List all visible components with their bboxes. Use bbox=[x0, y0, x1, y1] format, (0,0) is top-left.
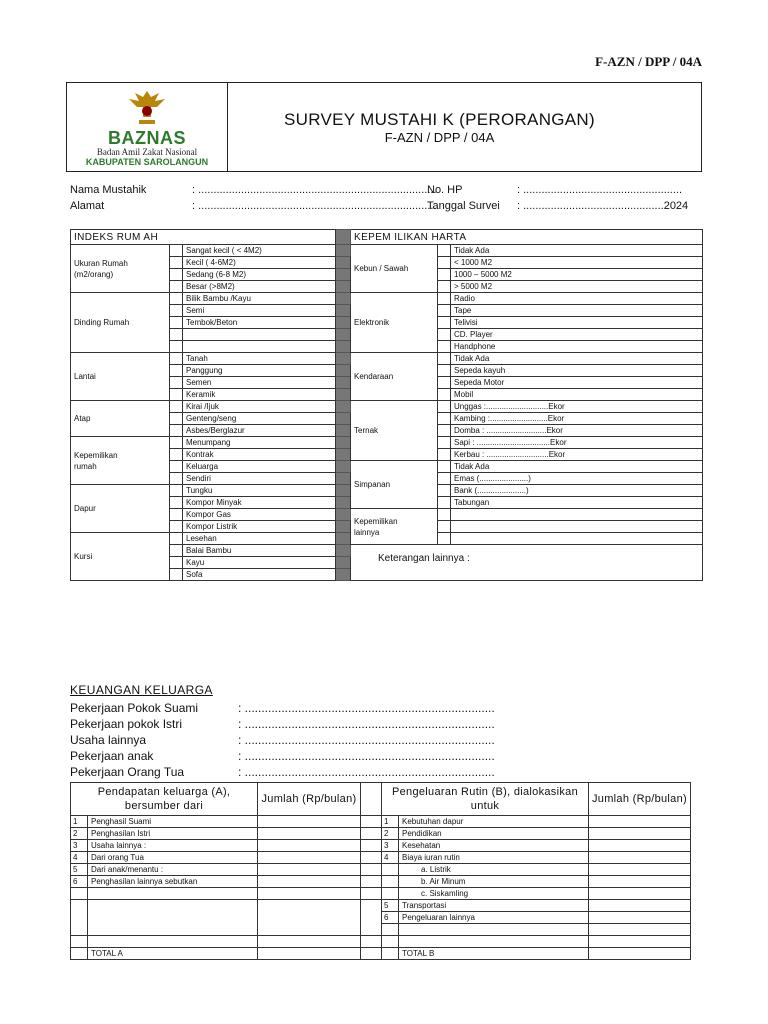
income-number bbox=[71, 936, 88, 948]
left-section-header: INDEKS RUM AH bbox=[71, 230, 336, 245]
right-checkbox[interactable] bbox=[438, 281, 451, 293]
left-checkbox[interactable] bbox=[170, 353, 183, 365]
nama-label: Nama Mustahik bbox=[70, 184, 147, 196]
income-amount-field[interactable] bbox=[258, 852, 361, 864]
left-option: Keramik bbox=[183, 389, 336, 401]
income-number: 5 bbox=[71, 864, 88, 876]
total-b-label: TOTAL B bbox=[399, 948, 589, 960]
separator-bar bbox=[336, 521, 351, 533]
table-row bbox=[71, 864, 691, 876]
right-checkbox[interactable] bbox=[438, 485, 451, 497]
finance-field[interactable]: : ........................................................................... bbox=[238, 701, 495, 715]
left-option: Lesehan bbox=[183, 533, 336, 545]
left-checkbox[interactable] bbox=[170, 401, 183, 413]
left-checkbox[interactable] bbox=[170, 533, 183, 545]
left-option: Sedang (6-8 M2) bbox=[183, 269, 336, 281]
left-checkbox[interactable] bbox=[170, 545, 183, 557]
left-option: Semi bbox=[183, 305, 336, 317]
left-checkbox[interactable] bbox=[170, 305, 183, 317]
right-category-label: Kendaraan bbox=[351, 353, 438, 401]
separator-bar bbox=[336, 533, 351, 545]
left-checkbox[interactable] bbox=[170, 437, 183, 449]
finance-title: KEUANGAN KELUARGA bbox=[70, 683, 213, 697]
left-checkbox[interactable] bbox=[170, 473, 183, 485]
separator-bar bbox=[336, 245, 351, 257]
finance-field[interactable]: : ........................................................................... bbox=[238, 733, 495, 747]
right-checkbox[interactable] bbox=[438, 353, 451, 365]
left-checkbox[interactable] bbox=[170, 317, 183, 329]
left-option: Keluarga bbox=[183, 461, 336, 473]
separator-bar bbox=[336, 269, 351, 281]
alamat-field[interactable]: : .............................................................................. bbox=[192, 200, 437, 212]
left-checkbox[interactable] bbox=[170, 281, 183, 293]
left-option: Tembok/Beton bbox=[183, 317, 336, 329]
expense-number: 5 bbox=[382, 900, 399, 912]
left-category-label: Dinding Rumah bbox=[71, 293, 170, 353]
right-checkbox[interactable] bbox=[438, 401, 451, 413]
left-option: Semen bbox=[183, 377, 336, 389]
right-checkbox[interactable] bbox=[438, 509, 451, 521]
separator-bar bbox=[336, 365, 351, 377]
right-category-label: Kebun / Sawah bbox=[351, 245, 438, 293]
expense-amount-field[interactable] bbox=[589, 924, 691, 936]
separator-bar bbox=[336, 317, 351, 329]
expense-item bbox=[399, 924, 589, 936]
expense-number bbox=[382, 876, 399, 888]
income-source: Dari anak/menantu : bbox=[88, 864, 258, 876]
expense-item: Pendidikan bbox=[399, 828, 589, 840]
expense-amount-field[interactable] bbox=[589, 900, 691, 912]
row-spacer bbox=[361, 900, 382, 936]
income-source: Dari orang Tua bbox=[88, 852, 258, 864]
left-checkbox[interactable] bbox=[170, 509, 183, 521]
row-spacer bbox=[361, 828, 382, 840]
table-row bbox=[71, 840, 691, 852]
total-b-field[interactable] bbox=[589, 948, 691, 960]
left-checkbox[interactable] bbox=[170, 365, 183, 377]
right-option: 1000 – 5000 M2 bbox=[451, 269, 703, 281]
row-spacer bbox=[361, 876, 382, 888]
grid-row bbox=[71, 353, 703, 365]
left-checkbox[interactable] bbox=[170, 341, 183, 353]
income-amount-field[interactable] bbox=[258, 936, 361, 948]
separator-bar bbox=[336, 341, 351, 353]
right-option: Sepeda Motor bbox=[451, 377, 703, 389]
expense-number bbox=[382, 936, 399, 948]
table-row bbox=[71, 936, 691, 948]
title-main: SURVEY MUSTAHI K (PERORANGAN) bbox=[284, 109, 595, 129]
left-option: Kayu bbox=[183, 557, 336, 569]
right-section-header: KEPEM ILIKAN HARTA bbox=[351, 230, 703, 245]
row-spacer bbox=[361, 840, 382, 852]
income-number: 4 bbox=[71, 852, 88, 864]
income-source bbox=[88, 900, 258, 936]
left-category-label: Kepemilikan rumah bbox=[71, 437, 170, 485]
left-checkbox[interactable] bbox=[170, 557, 183, 569]
expense-number: 2 bbox=[382, 828, 399, 840]
right-option: Tidak Ada bbox=[451, 461, 703, 473]
separator-bar bbox=[336, 401, 351, 413]
total-row bbox=[71, 948, 691, 960]
income-source bbox=[88, 936, 258, 948]
separator-bar bbox=[336, 293, 351, 305]
expense-number: 3 bbox=[382, 840, 399, 852]
left-option bbox=[183, 341, 336, 353]
left-option: Asbes/Berglazur bbox=[183, 425, 336, 437]
left-checkbox[interactable] bbox=[170, 389, 183, 401]
expense-item: c. Siskamling bbox=[399, 888, 589, 900]
finance-field[interactable]: : ........................................................................... bbox=[238, 749, 495, 763]
left-option: Kompor Gas bbox=[183, 509, 336, 521]
expense-header: Pengeluaran Rutin (B), dialokasikan untuk bbox=[382, 783, 589, 816]
left-option: Balai Bambu bbox=[183, 545, 336, 557]
logo-region: KABUPATEN SAROLANGUN bbox=[85, 157, 209, 167]
right-option: Mobil bbox=[451, 389, 703, 401]
income-number: 3 bbox=[71, 840, 88, 852]
right-option: Sapi : .................................Ekor bbox=[451, 437, 703, 449]
separator-bar bbox=[336, 485, 351, 497]
right-option bbox=[451, 509, 703, 521]
expense-amount-field[interactable] bbox=[589, 864, 691, 876]
tanggal-label: Tanggal Survei bbox=[427, 200, 500, 212]
left-category-label: Ukuran Rumah (m2/orang) bbox=[71, 245, 170, 293]
total-spacer bbox=[361, 948, 382, 960]
separator-bar bbox=[336, 545, 351, 557]
left-checkbox[interactable] bbox=[170, 269, 183, 281]
separator-bar bbox=[336, 497, 351, 509]
expense-item: Kebutuhan dapur bbox=[399, 816, 589, 828]
left-option: Sangat kecil ( < 4M2) bbox=[183, 245, 336, 257]
left-category-label: Lantai bbox=[71, 353, 170, 401]
right-checkbox[interactable] bbox=[438, 305, 451, 317]
expense-item bbox=[399, 936, 589, 948]
expense-amount-field[interactable] bbox=[589, 912, 691, 924]
logo-title: BAZNAS bbox=[108, 128, 186, 148]
garuda-emblem-icon bbox=[125, 87, 169, 129]
separator-bar bbox=[336, 557, 351, 569]
left-checkbox[interactable] bbox=[170, 425, 183, 437]
left-option: Kirai /Ijuk bbox=[183, 401, 336, 413]
left-category-label: Atap bbox=[71, 401, 170, 437]
right-category-label: Ternak bbox=[351, 401, 438, 461]
separator-bar bbox=[336, 437, 351, 449]
left-checkbox[interactable] bbox=[170, 461, 183, 473]
total-a-label: TOTAL A bbox=[88, 948, 258, 960]
left-checkbox[interactable] bbox=[170, 329, 183, 341]
right-option: > 5000 M2 bbox=[451, 281, 703, 293]
total-a-spacer bbox=[71, 948, 88, 960]
table-row bbox=[71, 852, 691, 864]
left-option: Bilik Bambu /Kayu bbox=[183, 293, 336, 305]
income-header: Pendapatan keluarga (A), bersumber dari bbox=[71, 783, 258, 816]
finance-label: Pekerjaan Orang Tua bbox=[70, 765, 185, 779]
right-checkbox[interactable] bbox=[438, 257, 451, 269]
grid-header-row bbox=[71, 230, 703, 245]
separator-bar bbox=[336, 449, 351, 461]
right-option: Telivisi bbox=[451, 317, 703, 329]
right-option bbox=[451, 521, 703, 533]
income-amount-field[interactable] bbox=[258, 888, 361, 900]
right-checkbox[interactable] bbox=[438, 533, 451, 545]
left-option: Genteng/seng bbox=[183, 413, 336, 425]
separator-bar bbox=[336, 377, 351, 389]
hp-field[interactable]: : .................................................... bbox=[517, 184, 683, 196]
left-checkbox[interactable] bbox=[170, 257, 183, 269]
income-amount-field[interactable] bbox=[258, 900, 361, 936]
right-checkbox[interactable] bbox=[438, 473, 451, 485]
table-row bbox=[71, 888, 691, 900]
separator-bar bbox=[336, 461, 351, 473]
separator-bar bbox=[336, 305, 351, 317]
amount-b-header: Jumlah (Rp/bulan) bbox=[589, 783, 691, 816]
left-checkbox[interactable] bbox=[170, 485, 183, 497]
income-number bbox=[71, 900, 88, 936]
separator-bar bbox=[336, 425, 351, 437]
left-checkbox[interactable] bbox=[170, 497, 183, 509]
left-checkbox[interactable] bbox=[170, 413, 183, 425]
keterangan-label: Keterangan lainnya : bbox=[378, 553, 470, 564]
expense-amount-field[interactable] bbox=[589, 840, 691, 852]
income-source: Penghasilan Istri bbox=[88, 828, 258, 840]
right-checkbox[interactable] bbox=[438, 497, 451, 509]
right-option bbox=[451, 533, 703, 545]
income-source: Penghasil Suami bbox=[88, 816, 258, 828]
income-number: 2 bbox=[71, 828, 88, 840]
table-row bbox=[71, 828, 691, 840]
income-source: Usaha lainnya : bbox=[88, 840, 258, 852]
expense-number: 1 bbox=[382, 816, 399, 828]
assessment-grid bbox=[70, 229, 703, 581]
amount-a-header: Jumlah (Rp/bulan) bbox=[258, 783, 361, 816]
left-checkbox[interactable] bbox=[170, 293, 183, 305]
left-option: Besar (>8M2) bbox=[183, 281, 336, 293]
expense-amount-field[interactable] bbox=[589, 828, 691, 840]
table-header-row bbox=[71, 783, 691, 816]
finance-label: Pekerjaan pokok Istri bbox=[70, 717, 183, 731]
table-row bbox=[71, 900, 691, 912]
left-checkbox[interactable] bbox=[170, 521, 183, 533]
nama-field[interactable]: : .............................................................................. bbox=[192, 184, 437, 196]
right-checkbox[interactable] bbox=[438, 413, 451, 425]
right-option: Radio bbox=[451, 293, 703, 305]
finance-field[interactable]: : ........................................................................... bbox=[238, 717, 495, 731]
left-option: Kompor Listrik bbox=[183, 521, 336, 533]
left-checkbox[interactable] bbox=[170, 245, 183, 257]
left-checkbox[interactable] bbox=[170, 377, 183, 389]
title-code: F-AZN / DPP / 04A bbox=[384, 129, 495, 145]
income-amount-field[interactable] bbox=[258, 864, 361, 876]
logo-subtitle: Badan Amil Zakat Nasional bbox=[96, 147, 198, 157]
left-checkbox[interactable] bbox=[170, 449, 183, 461]
right-option: Unggas :............................Ekor bbox=[451, 401, 703, 413]
expense-number bbox=[382, 888, 399, 900]
expense-amount-field[interactable] bbox=[589, 816, 691, 828]
right-option: Tidak Ada bbox=[451, 245, 703, 257]
row-spacer bbox=[361, 816, 382, 828]
right-checkbox[interactable] bbox=[438, 437, 451, 449]
expense-item: b. Air Minum bbox=[399, 876, 589, 888]
income-amount-field[interactable] bbox=[258, 816, 361, 828]
left-option: Sofa bbox=[183, 569, 336, 581]
right-option: Emas (......................) bbox=[451, 473, 703, 485]
right-checkbox[interactable] bbox=[438, 329, 451, 341]
separator-bar bbox=[336, 473, 351, 485]
right-checkbox[interactable] bbox=[438, 461, 451, 473]
header-box bbox=[66, 82, 702, 172]
right-checkbox[interactable] bbox=[438, 389, 451, 401]
expense-item: Pengeluaran lainnya bbox=[399, 912, 589, 924]
grid-row bbox=[71, 293, 703, 305]
right-category-label: Simpanan bbox=[351, 461, 438, 509]
separator-bar bbox=[336, 281, 351, 293]
tanggal-field[interactable]: : ..............................................2024 bbox=[517, 200, 689, 212]
right-option: Tape bbox=[451, 305, 703, 317]
alamat-label: Alamat bbox=[70, 200, 105, 212]
total-b-spacer bbox=[382, 948, 399, 960]
separator-bar bbox=[336, 353, 351, 365]
right-option: Bank (......................) bbox=[451, 485, 703, 497]
right-checkbox[interactable] bbox=[438, 377, 451, 389]
expense-number: 6 bbox=[382, 912, 399, 924]
expense-item: Kesehatan bbox=[399, 840, 589, 852]
right-checkbox[interactable] bbox=[438, 365, 451, 377]
left-option: Kompor Minyak bbox=[183, 497, 336, 509]
separator-bar bbox=[336, 569, 351, 581]
expense-number: 4 bbox=[382, 852, 399, 864]
left-checkbox[interactable] bbox=[170, 569, 183, 581]
right-option: Handphone bbox=[451, 341, 703, 353]
left-option: Kecil ( 4-6M2) bbox=[183, 257, 336, 269]
left-category-label: Dapur bbox=[71, 485, 170, 533]
row-spacer bbox=[361, 864, 382, 876]
right-option: Tabungan bbox=[451, 497, 703, 509]
right-checkbox[interactable] bbox=[438, 293, 451, 305]
income-number bbox=[71, 888, 88, 900]
section-separator bbox=[336, 230, 351, 245]
right-checkbox[interactable] bbox=[438, 341, 451, 353]
separator-bar bbox=[336, 329, 351, 341]
expense-amount-field[interactable] bbox=[589, 876, 691, 888]
separator-bar bbox=[336, 509, 351, 521]
right-category-label: Kepemilikan lainnya bbox=[351, 509, 438, 545]
expense-number bbox=[382, 864, 399, 876]
right-checkbox[interactable] bbox=[438, 317, 451, 329]
income-number: 1 bbox=[71, 816, 88, 828]
income-amount-field[interactable] bbox=[258, 876, 361, 888]
finance-label: Pekerjaan anak bbox=[70, 749, 154, 763]
form-code-top: F-AZN / DPP / 04A bbox=[595, 54, 702, 69]
income-expense-table bbox=[70, 782, 691, 960]
right-checkbox[interactable] bbox=[438, 245, 451, 257]
expense-amount-field[interactable] bbox=[589, 852, 691, 864]
left-option: Panggung bbox=[183, 365, 336, 377]
keterangan-cell[interactable] bbox=[351, 545, 703, 581]
right-option: Kerbau : ............................Ekor bbox=[451, 449, 703, 461]
right-option: Sepeda kayuh bbox=[451, 365, 703, 377]
left-category-label: Kursi bbox=[71, 533, 170, 581]
form-title bbox=[228, 83, 701, 171]
expense-item: a. Listrik bbox=[399, 864, 589, 876]
row-spacer bbox=[361, 852, 382, 864]
separator-bar bbox=[336, 257, 351, 269]
table-row bbox=[71, 816, 691, 828]
grid-row bbox=[71, 401, 703, 413]
right-checkbox[interactable] bbox=[438, 449, 451, 461]
right-checkbox[interactable] bbox=[438, 425, 451, 437]
right-option: Kambing :..........................Ekor bbox=[451, 413, 703, 425]
right-option: < 1000 M2 bbox=[451, 257, 703, 269]
row-spacer bbox=[361, 888, 382, 900]
income-amount-field[interactable] bbox=[258, 840, 361, 852]
right-category-label: Elektronik bbox=[351, 293, 438, 353]
left-option: Menumpang bbox=[183, 437, 336, 449]
left-option: Tungku bbox=[183, 485, 336, 497]
left-option: Sendiri bbox=[183, 473, 336, 485]
expense-item: Transportasi bbox=[399, 900, 589, 912]
right-checkbox[interactable] bbox=[438, 521, 451, 533]
left-option: Kontrak bbox=[183, 449, 336, 461]
income-source bbox=[88, 888, 258, 900]
income-amount-field[interactable] bbox=[258, 828, 361, 840]
table-row bbox=[71, 876, 691, 888]
left-option bbox=[183, 329, 336, 341]
row-spacer bbox=[361, 936, 382, 948]
income-source: Penghasilan lainnya sebutkan bbox=[88, 876, 258, 888]
separator-bar bbox=[336, 389, 351, 401]
separator-bar bbox=[336, 413, 351, 425]
finance-section bbox=[70, 683, 570, 779]
identity-section bbox=[70, 183, 710, 215]
hp-label: No. HP bbox=[427, 184, 463, 196]
right-option: Domba : ...........................Ekor bbox=[451, 425, 703, 437]
right-checkbox[interactable] bbox=[438, 269, 451, 281]
logo bbox=[67, 83, 228, 171]
finance-label: Pekerjaan Pokok Suami bbox=[70, 701, 199, 715]
right-option: Tidak Ada bbox=[451, 353, 703, 365]
grid-row bbox=[71, 245, 703, 257]
income-number: 6 bbox=[71, 876, 88, 888]
expense-amount-field[interactable] bbox=[589, 888, 691, 900]
total-a-field[interactable] bbox=[258, 948, 361, 960]
header-spacer bbox=[361, 783, 382, 816]
expense-number bbox=[382, 924, 399, 936]
expense-item: Biaya iuran rutin bbox=[399, 852, 589, 864]
expense-amount-field[interactable] bbox=[589, 936, 691, 948]
right-option: CD. Player bbox=[451, 329, 703, 341]
finance-field[interactable]: : ........................................................................... bbox=[238, 765, 495, 779]
finance-label: Usaha lainnya bbox=[70, 733, 147, 747]
left-option: Tanah bbox=[183, 353, 336, 365]
